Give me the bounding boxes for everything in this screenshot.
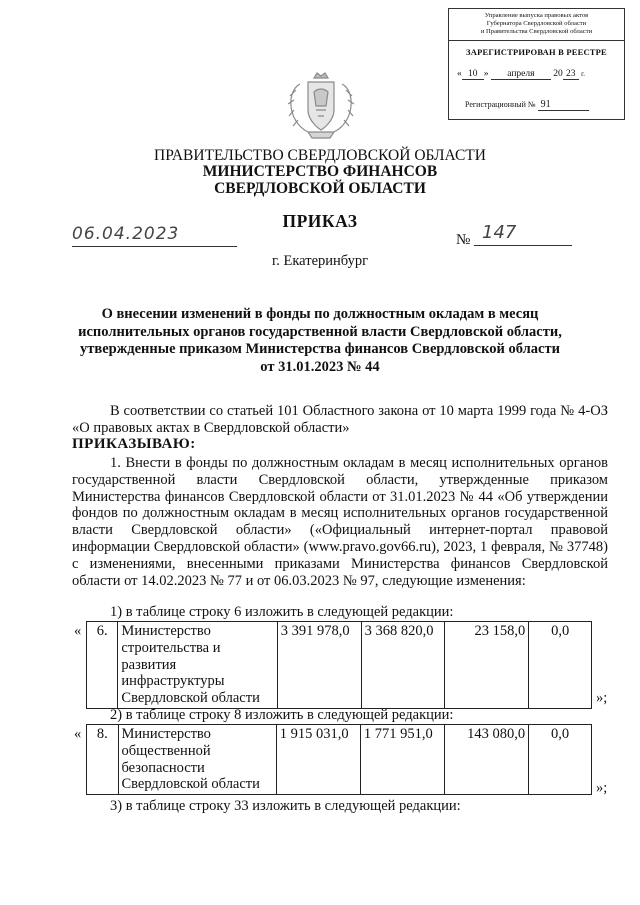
subitem-1: 1) в таблице строку 6 изложить в следующей редакции: (110, 604, 454, 620)
stamp-registered-label: ЗАРЕГИСТРИРОВАН В РЕЕСТРЕ (466, 47, 607, 57)
row-value-1: 3 391 978,0 (277, 622, 361, 709)
quote-close: »; (596, 690, 608, 706)
stamp-header-line: Управление выпуска правовых актов (484, 12, 589, 19)
document-title (0, 306, 640, 376)
row-number: 8. (87, 725, 119, 795)
stamp-year-unit: г. (581, 70, 585, 78)
row-value-2: 3 368 820,0 (361, 622, 445, 709)
row-value-3: 23 158,0 (445, 622, 529, 709)
document-date: 06.04.2023 (72, 224, 237, 247)
coat-of-arms-icon (286, 70, 356, 142)
stamp-header-line: Губернатора Свердловской области (486, 20, 587, 27)
stamp-date (457, 69, 622, 80)
stamp-date-open: « (457, 69, 462, 79)
ministry-name-line2: СВЕРДЛОВСКОЙ ОБЛАСТИ (214, 180, 426, 197)
registration-stamp (448, 8, 625, 120)
row-value-1: 1 915 031,0 (276, 725, 360, 795)
government-name: ПРАВИТЕЛЬСТВО СВЕРДЛОВСКОЙ ОБЛАСТИ (154, 147, 486, 164)
stamp-day: 10 (462, 69, 484, 80)
subitem-2: 2) в таблице строку 8 изложить в следующей редакции: (110, 707, 454, 723)
table-row-8 (86, 724, 592, 795)
document-number: 147 (474, 222, 572, 246)
title-line: исполнительных органов государственной власти Свердловской области, (78, 323, 562, 340)
ministry-name-line1: МИНИСТЕРСТВО ФИНАНСОВ (202, 163, 438, 180)
row-value-2: 1 771 951,0 (360, 725, 444, 795)
row-value-4: 0,0 (529, 725, 592, 795)
stamp-header-line: и Правительства Свердловской области (480, 28, 593, 35)
stamp-reg-number (465, 99, 589, 111)
row-value-3: 143 080,0 (444, 725, 528, 795)
quote-close: »; (596, 780, 608, 796)
table-row-6 (86, 621, 592, 709)
stamp-reg-value: 91 (538, 99, 589, 111)
quote-open: « (74, 623, 82, 639)
row-number: 6. (87, 622, 118, 709)
stamp-year-prefix: 20 (553, 69, 563, 79)
preamble: В соответствии со статьей 101 Областного закона от 10 марта 1999 года № 4-ОЗ «О правовых актах в Свердловской области» (72, 403, 608, 436)
row-org-name: Министерство общественной безопасности Свердловской области (118, 725, 276, 795)
stamp-reg-label: Регистрационный № (465, 100, 536, 109)
stamp-header (449, 9, 624, 41)
title-line: от 31.01.2023 № 44 (260, 358, 380, 375)
item-1: 1. Внести в фонды по должностным окладам в месяц исполнительных органов государственной власти Свердловской области, утвержденные приказом Министерства финансов Свердловской области от 31.01.2023 № 44 «Об утверждении фондов по должностным окладам в месяц исполнительных органов государственной власти Свердловской области» («Официальный интернет-портал правовой информации Свердловской области» (www.pravo.gov66.ru), 2023, 1 февраля, № 37748) с изменениями, внесенными приказами Министерства финансов Свердловской области от 14.02.2023 № 77 и от 06.03.2023 № 97, следующие изменения: (72, 455, 608, 589)
document-number-label: № (456, 232, 471, 248)
city: г. Екатеринбург (271, 253, 369, 269)
subitem-3: 3) в таблице строку 33 изложить в следующей редакции: (110, 798, 461, 814)
title-line: утвержденные приказом Министерства финансов Свердловской области (80, 341, 560, 357)
quote-open: « (74, 726, 82, 742)
order-word: ПРИКАЗЫВАЮ: (72, 436, 196, 452)
row-value-4: 0,0 (529, 622, 592, 709)
stamp-month: апреля (491, 69, 551, 80)
stamp-date-mid: » (483, 69, 489, 79)
row-org-name: Министерство строительства и развития инфраструктуры Свердловской области (118, 622, 277, 709)
title-line: О внесении изменений в фонды по должностным окладам в месяц (101, 306, 539, 322)
stamp-year-suffix: 23 (563, 69, 579, 80)
document-type: ПРИКАЗ (282, 211, 358, 231)
